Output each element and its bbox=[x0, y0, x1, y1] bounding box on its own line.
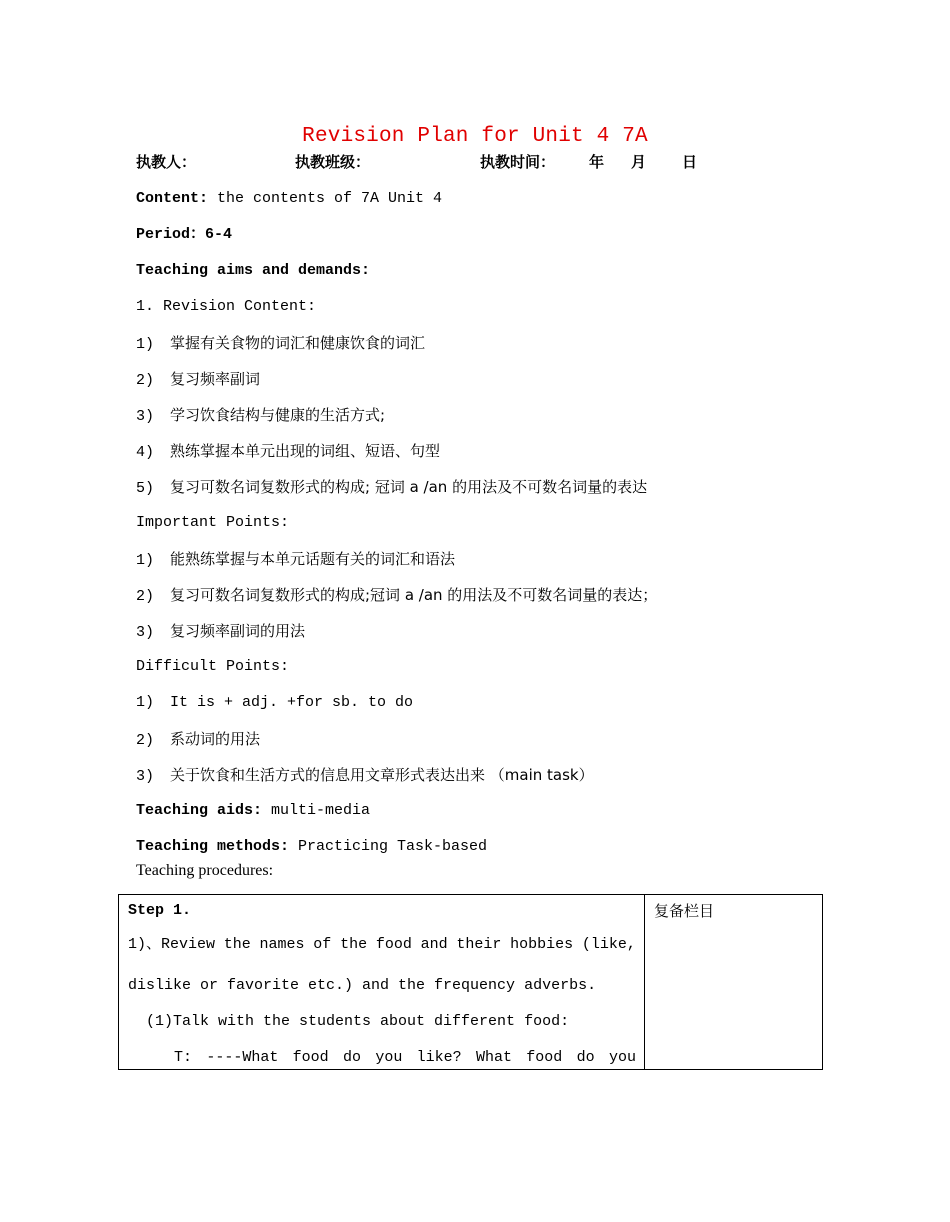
list-item: 3) 复习频率副词的用法 bbox=[136, 622, 306, 641]
important-points-heading: Important Points: bbox=[136, 514, 290, 531]
list-item: 5) 复习可数名词复数形式的构成; 冠词 a /an 的用法及不可数名词量的表达 bbox=[136, 478, 648, 497]
list-item: 2) 复习可数名词复数形式的构成;冠词 a /an 的用法及不可数名词量的表达； bbox=[136, 586, 658, 605]
header-row bbox=[0, 152, 950, 172]
review-notes-header: 复备栏目 bbox=[654, 902, 715, 920]
content-value: the contents of 7A Unit 4 bbox=[208, 190, 443, 207]
list-item: 4) 熟练掌握本单元出现的词组、短语、句型 bbox=[136, 442, 441, 461]
list-item: 2) 系动词的用法 bbox=[136, 730, 261, 749]
list-item: 1) 掌握有关食物的词汇和健康饮食的词汇 bbox=[136, 334, 426, 353]
procedures-label: Teaching procedures: bbox=[136, 862, 274, 879]
period-line: Period：6-4 bbox=[136, 226, 233, 243]
step-heading: Step 1. bbox=[128, 902, 192, 919]
page-title: Revision Plan for Unit 4 7A bbox=[302, 125, 648, 148]
aids-value: multi-media bbox=[262, 802, 371, 819]
aids-label: Teaching aids: bbox=[136, 802, 263, 819]
content-line bbox=[136, 189, 442, 209]
procedure-table bbox=[118, 894, 823, 1070]
list-item: 3) 关于饮食和生活方式的信息用文章形式表达出来 （main task） bbox=[136, 766, 594, 785]
methods-label: Teaching methods: bbox=[136, 838, 290, 855]
time-label: 执教时间： bbox=[480, 153, 556, 171]
year-label: 年 bbox=[589, 153, 605, 171]
table-line-1: 1)、Review the names of the food and their hobbies (like, bbox=[128, 936, 636, 953]
table-line-2: dislike or favorite etc.) and the frequency adverbs. bbox=[128, 977, 597, 994]
content-label: Content: bbox=[136, 190, 209, 207]
month-label: 月 bbox=[631, 153, 647, 171]
procedure-main-cell bbox=[119, 895, 645, 1070]
list-item: 1) It is + adj. +for sb. to do bbox=[136, 694, 414, 711]
aims-heading: Teaching aims and demands: bbox=[136, 262, 371, 279]
methods-line bbox=[136, 837, 487, 857]
day-label: 日 bbox=[682, 153, 698, 171]
revision-content-heading: 1. Revision Content: bbox=[136, 298, 317, 315]
difficult-points-heading: Difficult Points: bbox=[136, 658, 290, 675]
class-label: 执教班级： bbox=[295, 153, 371, 171]
teacher-label: 执教人： bbox=[136, 153, 197, 171]
table-line-3: (1)Talk with the students about different food: bbox=[128, 1013, 570, 1030]
methods-value: Practicing Task-based bbox=[289, 838, 488, 855]
list-item: 3) 学习饮食结构与健康的生活方式; bbox=[136, 406, 386, 425]
review-notes-cell bbox=[645, 895, 823, 1070]
list-item: 2) 复习频率副词 bbox=[136, 370, 261, 389]
list-item: 1) 能熟练掌握与本单元话题有关的词汇和语法 bbox=[136, 550, 456, 569]
aids-line bbox=[136, 801, 370, 821]
table-line-4: T: ----What food do you like? What food do you bbox=[174, 1049, 636, 1066]
